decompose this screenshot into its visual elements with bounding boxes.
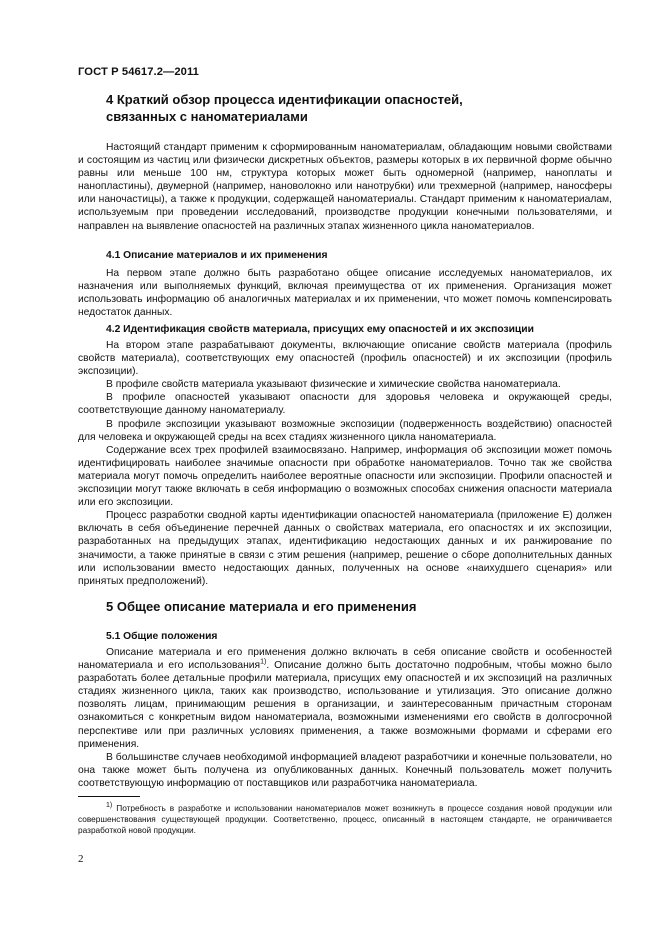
section-5-heading: 5 Общее описание материала и его применения	[106, 599, 417, 614]
subsection-5-1-heading: 5.1 Общие положения	[106, 631, 218, 642]
section-4-title-line1: 4 Краткий обзор процесса идентификации опасностей,	[106, 92, 463, 107]
paragraph	[78, 646, 612, 751]
footnote-separator	[78, 796, 140, 797]
subsection-4-2-body	[78, 339, 612, 588]
footnote-text	[78, 803, 612, 837]
section-4-heading	[106, 91, 606, 125]
document-header: ГОСТ Р 54617.2—2011	[78, 66, 200, 78]
subsection-4-1-heading: 4.1 Описание материалов и их применения	[106, 250, 328, 261]
paragraph: Содержание всех трех профилей взаимосвязано. Например, информация об экспозиции может помочь идентифицировать наиболее значимые опасности при обработке наноматериалов. Точно так же свойства материала могут помочь определить наиболее вероятные опасности или экспозиции. Профили опасностей и экспозиции могут также включать в себя информацию о возможных способах снижения опасности материала или его экспозиции.	[78, 444, 612, 509]
subsection-4-1-body	[78, 267, 612, 319]
paragraph: Процесс разработки сводной карты идентификации опасностей наноматериала (приложение Е) должен включать в себя объединение перечней данных о свойствах материала, его опасностях и их экспозиции, разработанных на предыдущих этапах, идентификацию недостающих данных и их ранжирование по значимости, а также принятые в связи с этим решения (например, решение о сборе дополнительных данных или использовании вместо недостающих данных, полученных на основе «наихудшего сценария» или принятых предположений).	[78, 510, 612, 587]
footnote-marker: 1)	[106, 802, 113, 810]
footnote	[78, 803, 612, 837]
paragraph: В профиле свойств материала указывают физические и химические свойства наноматериала.	[106, 379, 561, 391]
section-4-intro	[78, 141, 612, 233]
paragraph: В профиле опасностей указывают опасности для здоровья человека и окружающей среды, соответствующие данному наноматериалу.	[78, 392, 612, 417]
subsection-5-1-body	[78, 646, 612, 790]
paragraph-part: . Описание должно быть достаточно подробным, чтобы можно было разработать более детальные профили материала, присущих ему опасностей и их экспозиций на различных стадиях жизненного цикла, таких как производство, использование и утилизация. Это описание должно позволять лицам, принимающим решения в организации, и заинтересованным причастным сторонам ознакомиться с конкретным видом наноматериала, возможными изменениями его свойств в долгосрочной перспективе или при различных условиях применения, а также возможными формами и сферами его применения.	[78, 660, 612, 750]
section-4-title-line2: связанных с наноматериалами	[106, 109, 308, 124]
paragraph: В большинстве случаев необходимой информацией владеют разработчики и конечные пользователи, но она также может быть получена из опубликованных данных. Конечный пользователь может получить соответствующую информацию от поставщиков или разработчика наноматериала.	[78, 751, 612, 789]
paragraph: В профиле экспозиции указывают возможные экспозиции (подверженность воздействию) опасностей для человека и окружающей среды на всех стадиях жизненного цикла наноматериала.	[78, 418, 612, 443]
page-number: 2	[78, 853, 84, 865]
paragraph: На втором этапе разрабатывают документы, включающие описание свойств материала (профиль свойств материала), соответствующих ему опасностей (профиль опасностей) и их экспозиции (профиль экспозиции).	[78, 340, 612, 378]
paragraph: Настоящий стандарт применим к сформированным наноматериалам, обладающим новыми свойствами и состоящим из частиц или физически дискретных объектов, размеры которых в их первичной форме обычно равны или меньше 100 нм, структура которых может быть одномерной (например, наноплаты и нанопластины), двумерной (например, нановолокно или нанотрубки) или трехмерной (например, наносферы или наночастицы), а также к продукции, содержащей наноматериалы. Стандарт применим к наноматериалам, используемым при проведении исследований, производстве продукции конечными пользователями, и направлен на выявление опасностей на различных этапах жизненного цикла наноматериалов.	[78, 142, 612, 232]
footnote-body: Потребность в разработке и использовании наноматериалов может возникнуть в процессе создания новой продукции или совершенствования существующей продукции. Соответственно, процесс, описанный в настоящем стандарте, не ограничивается разработкой новой продукции.	[78, 803, 612, 836]
paragraph: На первом этапе должно быть разработано общее описание исследуемых наноматериалов, их назначения или выполняемых функций, включая преимущества от их применения. Организация может использовать информацию об аналогичных материалах и их применении, что может помочь компенсировать недостаток данных.	[78, 268, 612, 319]
footnote-reference: 1)	[260, 658, 267, 666]
paragraph-part: Описание материала и его применения должно включать в себя описание свойств и особенностей наноматериала и его использования	[78, 647, 612, 672]
subsection-4-2-heading: 4.2 Идентификация свойств материала, присущих ему опасностей и их экспозиции	[106, 324, 534, 335]
